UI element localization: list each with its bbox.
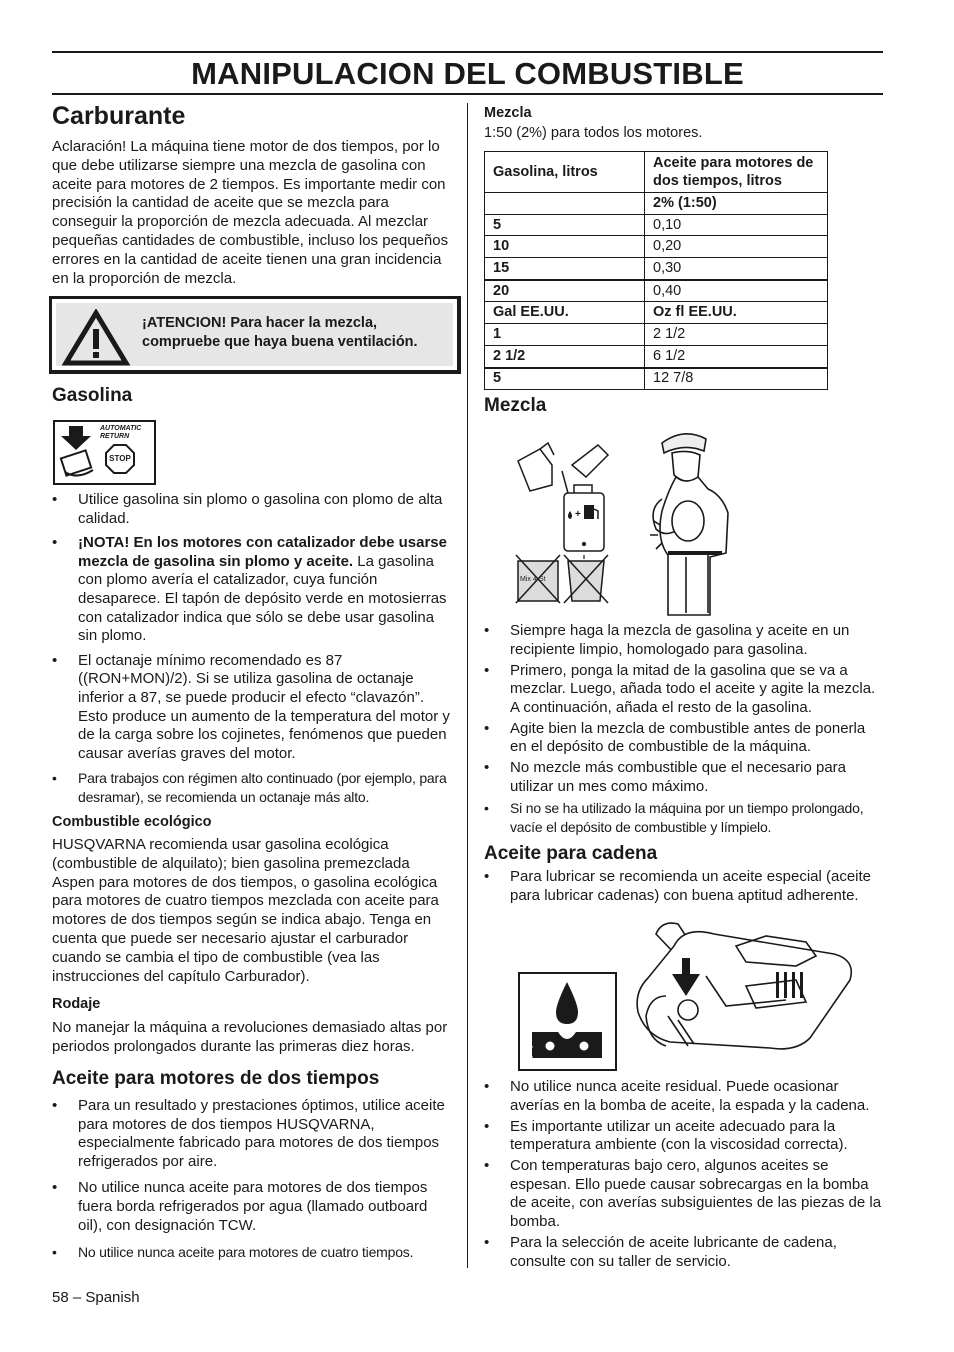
warning-box [49,296,461,374]
table-cell: 0,30 [645,258,828,280]
list-item: • El octanaje mínimo recomendado es 87 ((RON+MON)/2). Si se utiliza gasolina de octanaje inferior a 87, se puede producir el efecto “clavazón”. Esto produce un aumento de la temperatura del motor y de la carga sobre los cojinetes, fenómenos que pueden causar averías graves del motor. [52,652,454,764]
stop-label: STOP [109,454,131,463]
table-cell: 20 [485,280,645,302]
section-title-aceite-cadena: Aceite para cadena [484,843,658,864]
list-item: • Si no se ha utilizado la máquina por un tiempo prolongado, vacíe el depósito de combustible y límpielo. [484,799,886,836]
mix-table [484,151,828,390]
oil-drop-icon [556,982,578,1024]
table-cell: 10 [485,236,645,258]
table-cell: 5 [485,368,645,390]
table-row [485,324,828,346]
table-cell: 1 [485,324,645,346]
chainsaw-illustration [626,916,858,1066]
table-cell: 0,10 [645,214,828,236]
aceite-cadena-bullets-2 [484,1078,886,1274]
list-item: • No utilice nunca aceite para motores de dos tiempos fuera borda refrigerados por agua (llamado outboard oil), con designación TCW. [52,1179,454,1235]
fuel-icon-box [53,420,156,485]
section-title-gasolina: Gasolina [52,385,133,406]
fuel-arrow-icon [57,424,101,482]
table-header-cell: Gasolina, litros [485,152,645,193]
svg-text:+: + [575,509,581,520]
table-cell: 2 1/2 [645,324,828,346]
list-item: • Para trabajos con régimen alto continuado (por ejemplo, para desramar), se recomienda un octanaje más alto. [52,769,454,806]
table-row [485,280,828,302]
man-shaking-can-illustration [650,434,728,615]
column-divider [467,103,468,1268]
table-header-cell: Aceite para motores de dos tiempos, litros [645,152,828,193]
table-row [485,236,828,258]
page-title: MANIPULACION DEL COMBUSTIBLE [191,56,744,91]
table-cell: 0,40 [645,280,828,302]
subtitle-combustible-ecologico: Combustible ecológico [52,814,212,830]
chain-oil-icon-box [518,972,617,1071]
mix-4st-label: Mix 4-St [520,576,546,583]
gasolina-bullets [52,491,454,809]
list-item: • Primero, ponga la mitad de la gasolina que se va a mezclar. Luego, añada todo el aceite y agite la mezcla. A continuación, añada el resto de la gasolina. [484,662,886,718]
table-cell: 12 7/8 [645,368,828,390]
table-header-cell: 2% (1:50) [645,193,828,215]
list-item: • ¡NOTA! En los motores con catalizador debe usarse mezcla de gasolina sin plomo y aceite. La gasolina con plomo avería el catalizador, cuya función desaparece. El tapón de depósito verde en motosierras con catalizador indica que sólo se debe usar gasolina sin plomo. [52,534,454,646]
table-header-cell: Oz fl EE.UU. [645,302,828,324]
list-item: • Para la selección de aceite lubricante de cadena, consulte con su taller de servicio. [484,1234,886,1271]
list-item: • No utilice nunca aceite para motores de cuatro tiempos. [52,1243,454,1262]
warning-triangle-icon [62,309,130,367]
top-rule [52,51,883,53]
aceite-cadena-bullets [484,868,886,908]
table-row [485,345,828,367]
list-item: • No utilice nunca aceite residual. Puede ocasionar averías en la bomba de aceite, la espada y la cadena. [484,1078,886,1115]
table-cell: 15 [485,258,645,280]
list-item: • Para un resultado y prestaciones óptimos, utilice aceite para motores de dos tiempos HUSQVARNA, especialmente fabricado para motores de dos tiempos refrigerados por aire. [52,1097,454,1171]
list-item: • Para lubricar se recomienda un aceite especial (aceite para lubricar cadenas) con buena aptitud adherente. [484,868,886,905]
chain-icon [530,1032,602,1058]
table-row [485,368,828,390]
subtitle-rodaje: Rodaje [52,996,101,1012]
carburante-paragraph: Aclaración! La máquina tiene motor de dos tiempos, por lo que debe utilizarse siempre una mezcla de gasolina con aceite para motores de 2 tiempos. Es importante medir con precisión la cantidad de aceite que se mezcla para conseguir la proporción de mezcla adecuada. Al mezclar pequeñas cantidades de combustible, incluso los pequeños errores en la cantidad de aceite tienen una gran incidencia en la proporción de mezcla. [52,138,449,287]
section-title-carburante: Carburante [52,102,186,130]
warning-text: ¡ATENCION! Para hacer la mezcla, compruebe que haya buena ventilación. [142,315,418,350]
table-row [485,214,828,236]
list-item: • Siempre haga la mezcla de gasolina y aceite en un recipiente limpio, homologado para gasolina. [484,622,886,659]
list-item: • No mezcle más combustible que el necesario para utilizar un mes como máximo. [484,759,886,796]
section-title-aceite-dos-tiempos: Aceite para motores de dos tiempos [52,1068,380,1089]
mixing-illustration [512,425,752,617]
fuel-pump-icon [568,505,598,520]
can-pour-illustration [518,443,608,551]
title-rule [52,93,883,95]
list-item: • Agite bien la mezcla de combustible antes de ponerla en el depósito de combustible de la máquina. [484,720,886,757]
table-cell: 5 [485,214,645,236]
list-item: • Utilice gasolina sin plomo o gasolina con plomo de alta calidad. [52,491,454,528]
subtitle-mezcla: Mezcla [484,105,532,121]
mezcla-ratio: 1:50 (2%) para todos los motores. [484,125,703,141]
table-cell: 2 1/2 [485,345,645,367]
automatic-return-label: AUTOMATIC RETURN [100,425,142,440]
section-title-mezcla: Mezcla [484,395,547,416]
table-row [485,302,828,324]
table-row [485,193,828,215]
rodaje-paragraph: No manejar la máquina a revoluciones demasiado altas por periodos prolongados durante las primeras diez horas. [52,1019,448,1055]
list-item: • Con temperaturas bajo cero, algunos aceites se espesan. Ello puede causar sobrecargas en la bomba de aceite, con averías subsiguientes de las piezas de la bomba. [484,1157,886,1231]
list-item: • Es importante utilizar un aceite adecuado para la temperatura ambiente (con la viscosidad correcta). [484,1118,886,1155]
table-cell: 6 1/2 [645,345,828,367]
table-row [485,258,828,280]
aceite-dos-tiempos-bullets [52,1097,454,1264]
table-cell: 0,20 [645,236,828,258]
mezcla-bullets [484,622,886,838]
eco-paragraph: HUSQVARNA recomienda usar gasolina ecológica (combustible de alquilato); bien gasolina premezclada Aspen para motores de dos tiempos, o gasolina ecológica para motores de cuatro tiempos mezclada con aceite para motores de dos tiempos según se indica abajo. Tenga en cuenta que puede ser necesario ajustar el carburador cuando se cambia el tipo de combustible (vea las instrucciones del capítulo Carburador). [52,836,439,985]
page-number: 58 – Spanish [52,1289,140,1306]
table-header-cell: Gal EE.UU. [485,302,645,324]
table-row [485,152,828,193]
table-cell [485,193,645,215]
